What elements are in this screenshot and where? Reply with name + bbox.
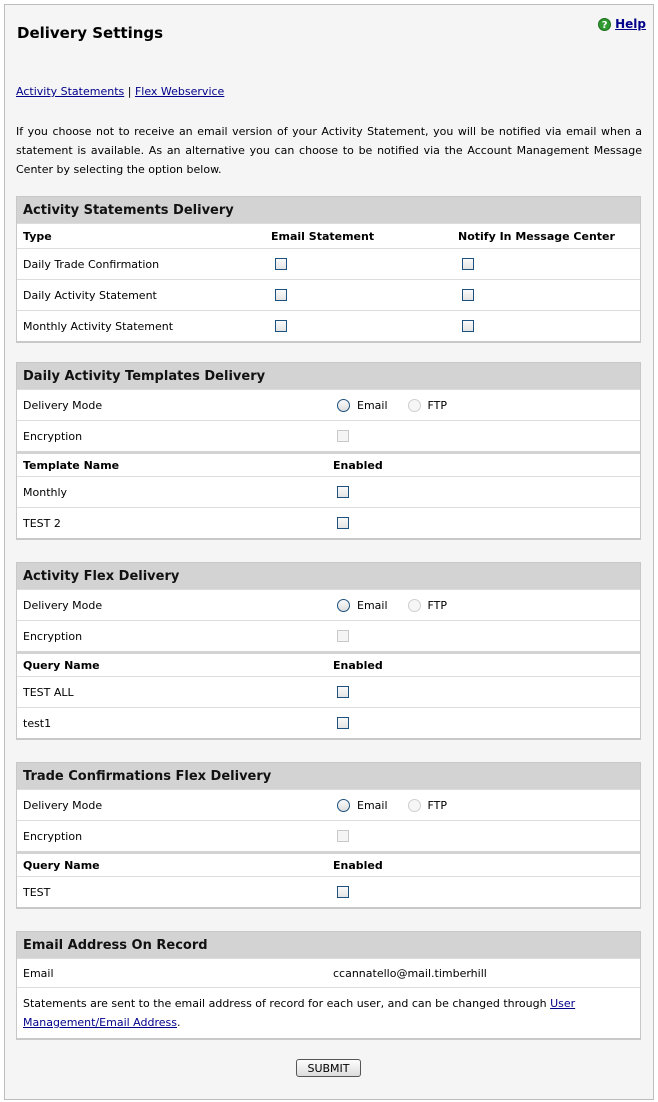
ftp-radio <box>408 799 421 812</box>
table-row <box>17 310 640 341</box>
statement-type-label: Daily Trade Confirmation <box>23 257 160 271</box>
help-link-group[interactable] <box>598 17 646 31</box>
query-name: test1 <box>23 716 52 730</box>
encryption-checkbox <box>337 430 349 442</box>
enabled-checkbox[interactable] <box>337 717 349 729</box>
table-row <box>17 476 640 507</box>
email-label: Email <box>23 966 54 980</box>
notify-message-center-checkbox[interactable] <box>462 258 474 270</box>
delivery-mode-row <box>17 789 640 820</box>
column-header-notify-message-center: Notify In Message Center <box>458 229 615 243</box>
link-separator: | <box>127 85 132 98</box>
template-name: TEST 2 <box>23 516 61 530</box>
table-header-row <box>17 223 640 248</box>
email-note <box>17 987 640 1038</box>
delivery-mode-row <box>17 589 640 620</box>
section-header: Trade Confirmations Flex Delivery <box>17 763 640 789</box>
delivery-mode-label: Delivery Mode <box>23 798 103 812</box>
activity-flex-section <box>16 562 641 740</box>
email-radio-label: Email <box>357 398 388 412</box>
submit-button[interactable]: SUBMIT <box>296 1059 361 1077</box>
section-header: Daily Activity Templates Delivery <box>17 363 640 389</box>
enabled-checkbox[interactable] <box>337 486 349 498</box>
activity-statements-link[interactable]: Activity Statements <box>16 85 125 98</box>
encryption-label: Encryption <box>23 429 83 443</box>
column-header-email-statement: Email Statement <box>271 229 375 243</box>
column-header-enabled: Enabled <box>333 458 383 472</box>
table-row <box>17 876 640 907</box>
encryption-row <box>17 820 640 851</box>
column-header-enabled: Enabled <box>333 858 383 872</box>
table-header-row <box>17 651 640 676</box>
help-icon[interactable]: ? <box>598 18 611 31</box>
section-header: Activity Statements Delivery <box>17 197 640 223</box>
ftp-radio-label: FTP <box>427 398 448 412</box>
email-statement-checkbox[interactable] <box>275 289 287 301</box>
section-header: Activity Flex Delivery <box>17 563 640 589</box>
daily-templates-section <box>16 362 641 540</box>
statement-type-label: Monthly Activity Statement <box>23 319 174 333</box>
ftp-radio <box>408 399 421 412</box>
email-radio[interactable] <box>337 599 350 612</box>
table-header-row <box>17 851 640 876</box>
email-radio-label: Email <box>357 598 388 612</box>
section-links <box>16 85 224 98</box>
email-radio[interactable] <box>337 799 350 812</box>
flex-webservice-link[interactable]: Flex Webservice <box>134 85 225 98</box>
query-name: TEST ALL <box>23 685 74 699</box>
statement-type-label: Daily Activity Statement <box>23 288 157 302</box>
table-row <box>17 248 640 279</box>
column-header-query-name: Query Name <box>23 858 100 872</box>
encryption-checkbox <box>337 830 349 842</box>
email-value: ccannatello@mail.timberhill <box>333 966 487 980</box>
column-header-enabled: Enabled <box>333 658 383 672</box>
encryption-row <box>17 420 640 451</box>
table-row <box>17 707 640 738</box>
notify-message-center-checkbox[interactable] <box>462 289 474 301</box>
email-note-text: Statements are sent to the email address of record for each user, and can be changed through <box>23 997 551 1010</box>
ftp-radio-label: FTP <box>427 598 448 612</box>
email-radio[interactable] <box>337 399 350 412</box>
table-row <box>17 676 640 707</box>
notify-message-center-checkbox[interactable] <box>462 320 474 332</box>
user-management-email-link[interactable]: User Management/Email Address <box>23 997 576 1029</box>
column-header-query-name: Query Name <box>23 658 100 672</box>
email-row <box>17 958 640 987</box>
enabled-checkbox[interactable] <box>337 686 349 698</box>
encryption-label: Encryption <box>23 629 83 643</box>
table-row <box>17 279 640 310</box>
email-statement-checkbox[interactable] <box>275 258 287 270</box>
enabled-checkbox[interactable] <box>337 517 349 529</box>
ftp-radio-label: FTP <box>427 798 448 812</box>
column-header-type: Type <box>23 229 52 243</box>
column-header-template-name: Template Name <box>23 458 120 472</box>
delivery-mode-label: Delivery Mode <box>23 398 103 412</box>
encryption-checkbox <box>337 630 349 642</box>
ftp-radio <box>408 599 421 612</box>
help-link[interactable]: Help <box>615 17 646 31</box>
trade-confirmations-flex-section <box>16 762 641 909</box>
email-statement-checkbox[interactable] <box>275 320 287 332</box>
query-name: TEST <box>23 885 51 899</box>
encryption-row <box>17 620 640 651</box>
intro-text: If you choose not to receive an email version of your Activity Statement, you will be notified via email when a statement is available. As an alternative you can choose to be notified via the Account Management Message Center by selecting the option below. <box>16 125 642 176</box>
delivery-mode-label: Delivery Mode <box>23 598 103 612</box>
email-radio-label: Email <box>357 798 388 812</box>
table-header-row <box>17 451 640 476</box>
table-row <box>17 507 640 538</box>
encryption-label: Encryption <box>23 829 83 843</box>
email-record-section <box>16 931 641 1040</box>
enabled-checkbox[interactable] <box>337 886 349 898</box>
email-note-suffix: . <box>177 1016 181 1029</box>
activity-statements-section <box>16 196 641 343</box>
delivery-mode-row <box>17 389 640 420</box>
page-title: Delivery Settings <box>17 24 164 42</box>
section-header: Email Address On Record <box>17 932 640 958</box>
template-name: Monthly <box>23 485 68 499</box>
